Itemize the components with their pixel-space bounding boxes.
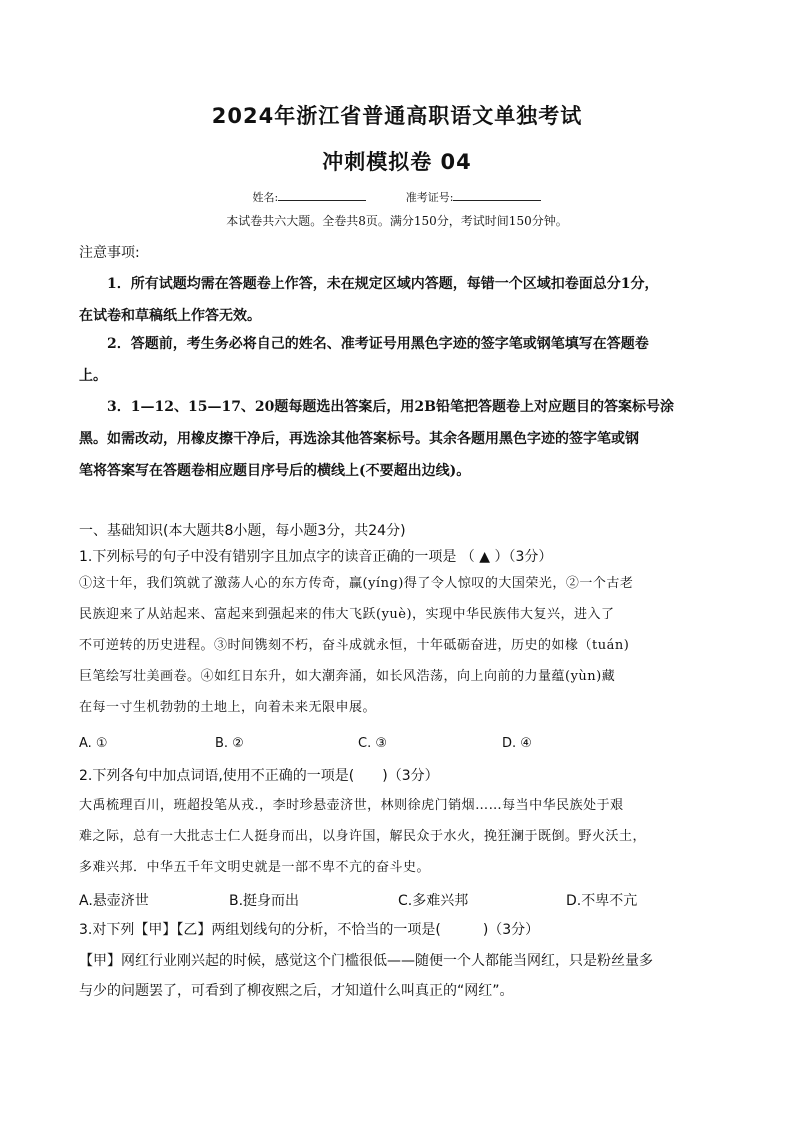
q1-passage-line-4: 巨笔绘写壮美画卷。④如红日东升，如大潮奔涌，如长风浩荡，向上向前的力量蕴(yùn)藏 — [79, 669, 616, 684]
notice-item-1-line-1: 1．所有试题均需在答题卷上作答，未在规定区域内答题，每错一个区域扣卷面总分1分， — [107, 276, 659, 292]
q1-passage-line-5: 在每一寸生机勃勃的土地上，向着未来无限申展。 — [79, 700, 377, 715]
name-label: 姓名: — [252, 191, 279, 204]
notice-item-3-line-3: 笔将答案写在答题卷相应题目序号后的横线上(不要超出边线)。 — [79, 463, 471, 479]
q2-option-a[interactable]: A.悬壶济世 — [79, 893, 149, 909]
q1-option-a[interactable]: A. ① — [79, 736, 108, 751]
q2-option-c[interactable]: C.多难兴邦 — [398, 893, 469, 909]
notice-heading: 注意事项: — [79, 245, 140, 261]
q1-passage-line-2: 民族迎来了从站起来、富起来到强起来的伟大飞跃(yuè)，实现中华民族伟大复兴，进入了 — [79, 607, 615, 622]
q1-option-c[interactable]: C. ③ — [358, 736, 387, 751]
q1-option-d[interactable]: D. ④ — [502, 736, 532, 751]
q1-option-b[interactable]: B. ② — [215, 736, 244, 751]
q3-stem: 3.对下列【甲】【乙】两组划线句的分析，不恰当的一项是( )（3分） — [79, 922, 540, 938]
notice-item-3 — [79, 391, 729, 487]
notice-item-1-line-2: 在试卷和草稿纸上作答无效。 — [79, 308, 261, 324]
q1-passage-line-3: 不可逆转的历史进程。③时间镌刻不朽，奋斗成就永恒，十年砥砺奋进，历史的如椽（tuán) — [79, 638, 630, 653]
exam-title: 2024年浙江省普通高职语文单独考试 — [211, 104, 583, 128]
notice-item-3-line-1: 3．1—12、15—17、20题每题选出答案后，用2B铅笔把答题卷上对应题目的答案标号涂 — [107, 399, 674, 415]
ticket-blank[interactable] — [453, 189, 541, 201]
candidate-fields — [0, 189, 794, 205]
notice-item-2-line-2: 上。 — [79, 368, 107, 384]
q2-option-b[interactable]: B.挺身而出 — [229, 893, 300, 909]
q2-passage-line-1: 大禹梳理百川，班超投笔从戎.，李时珍悬壶济世，林则徐虎门销烟……每当中华民族处于艰 — [79, 798, 624, 813]
notice-item-2 — [79, 328, 729, 392]
q2-stem: 2.下列各句中加点词语,使用不正确的一项是( )（3分） — [79, 768, 439, 784]
ticket-label: 准考证号: — [405, 191, 454, 204]
exam-subtitle: 冲刺模拟卷 04 — [322, 150, 472, 174]
q1-passage-line-1: ①这十年，我们筑就了激荡人心的东方传奇，赢(yíng)得了令人惊叹的大国荣光，②一个古老 — [79, 576, 634, 591]
q1-stem: 1.下列标号的句子中没有错别字且加点字的读音正确的一项是 （ ▲ ）（3分） — [79, 549, 553, 565]
notice-item-1 — [79, 268, 729, 332]
q2-option-d[interactable]: D.不卑不亢 — [566, 893, 638, 909]
q3-passage-line-2: 与少的问题罢了，可看到了柳夜熙之后，才知道什么叫真正的“网红”。 — [79, 983, 514, 999]
exam-intro: 本试卷共六大题。全卷共8页。满分150分，考试时间150分钟。 — [226, 214, 568, 228]
q2-passage — [79, 790, 739, 883]
notice-item-2-line-1: 2．答题前，考生务必将自己的姓名、准考证号用黑色字迹的签字笔或钢笔填写在答题卷 — [107, 336, 649, 352]
q2-passage-line-3: 多难兴邦．中华五千年文明史就是一部不卑不亢的奋斗史。 — [79, 860, 431, 875]
q1-passage — [79, 568, 739, 723]
q3-passage-line-1: 【甲】网红行业刚兴起的时候，感觉这个门槛很低——随便一个人都能当网红，只是粉丝量多 — [79, 953, 653, 969]
q2-passage-line-2: 难之际，总有一大批志士仁人挺身而出，以身许国，解民众于水火，挽狂澜于既倒。野火沃土， — [79, 829, 647, 844]
section-1-heading: 一、基础知识(本大题共8小题，每小题3分，共24分) — [79, 523, 406, 539]
notice-item-3-line-2: 黑。如需改动，用橡皮擦干净后，再选涂其他答案标号。其余各题用黑色字迹的签字笔或钢 — [79, 431, 639, 447]
name-blank[interactable] — [278, 189, 366, 201]
q3-passage — [79, 946, 739, 1006]
